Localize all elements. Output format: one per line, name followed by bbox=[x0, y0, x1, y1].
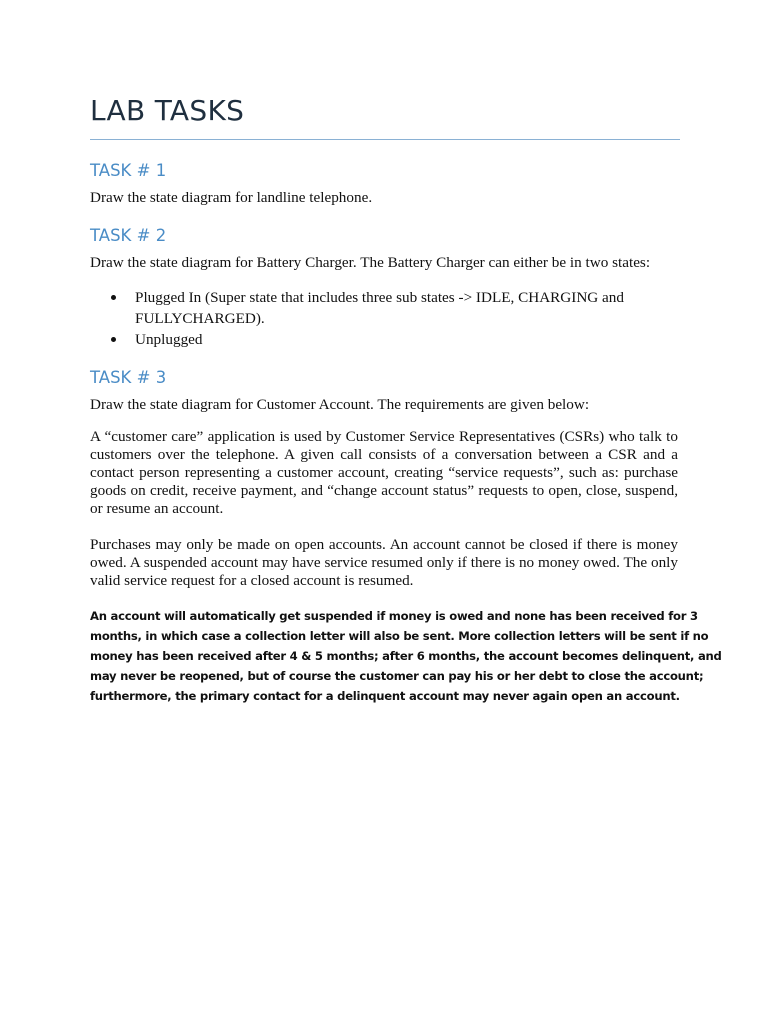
bullet-icon bbox=[111, 295, 116, 300]
task-3-paragraph-suspension-rules bbox=[90, 606, 722, 706]
bold-line: An account will automatically get suspended if money is owed and none has been received for 3 bbox=[90, 609, 698, 623]
list-item-text: Plugged In (Super state that includes three sub states -> IDLE, CHARGING and FULLYCHARGED). bbox=[135, 289, 624, 327]
task-3-paragraph-customer-care: A “customer care” application is used by Customer Service Representatives (CSRs) who talk to customers over the telephone. A given call consists of a conversation between a CSR and a contact person representing a customer account, creating “service requests”, such as: purchase goods on credit, receive payment, and “change account status” requests to open, close, suspend, or resume an account. bbox=[90, 428, 678, 517]
bold-line: money has been received after 4 & 5 months; after 6 months, the account becomes delinquent, and bbox=[90, 649, 722, 663]
task-2-description: Draw the state diagram for Battery Charger. The Battery Charger can either be in two states: bbox=[90, 254, 651, 271]
bold-line: furthermore, the primary contact for a delinquent account may never again open an account. bbox=[90, 689, 680, 703]
bold-line: months, in which case a collection letter will also be sent. More collection letters will be sent if no bbox=[90, 629, 709, 643]
list-item bbox=[90, 329, 680, 350]
list-item-text: Unplugged bbox=[135, 331, 203, 348]
list-item bbox=[90, 287, 680, 329]
task-1-heading: TASK # 1 bbox=[90, 161, 167, 180]
task-2-heading: TASK # 2 bbox=[90, 226, 167, 245]
bold-line: may never be reopened, but of course the customer can pay his or her debt to close the account; bbox=[90, 669, 704, 683]
task-3-heading: TASK # 3 bbox=[90, 368, 167, 387]
bullet-icon bbox=[111, 337, 116, 342]
task-1-description: Draw the state diagram for landline telephone. bbox=[90, 189, 373, 206]
page-title: LAB TASKS bbox=[90, 94, 245, 127]
title-underline bbox=[90, 139, 680, 140]
task-3-paragraph-purchases: Purchases may only be made on open accounts. An account cannot be closed if there is money owed. A suspended account may have service resumed only if there is no money owed. The only valid service request for a closed account is resumed. bbox=[90, 536, 678, 589]
task-3-description: Draw the state diagram for Customer Account. The requirements are given below: bbox=[90, 396, 590, 413]
task-2-state-list bbox=[90, 287, 680, 350]
